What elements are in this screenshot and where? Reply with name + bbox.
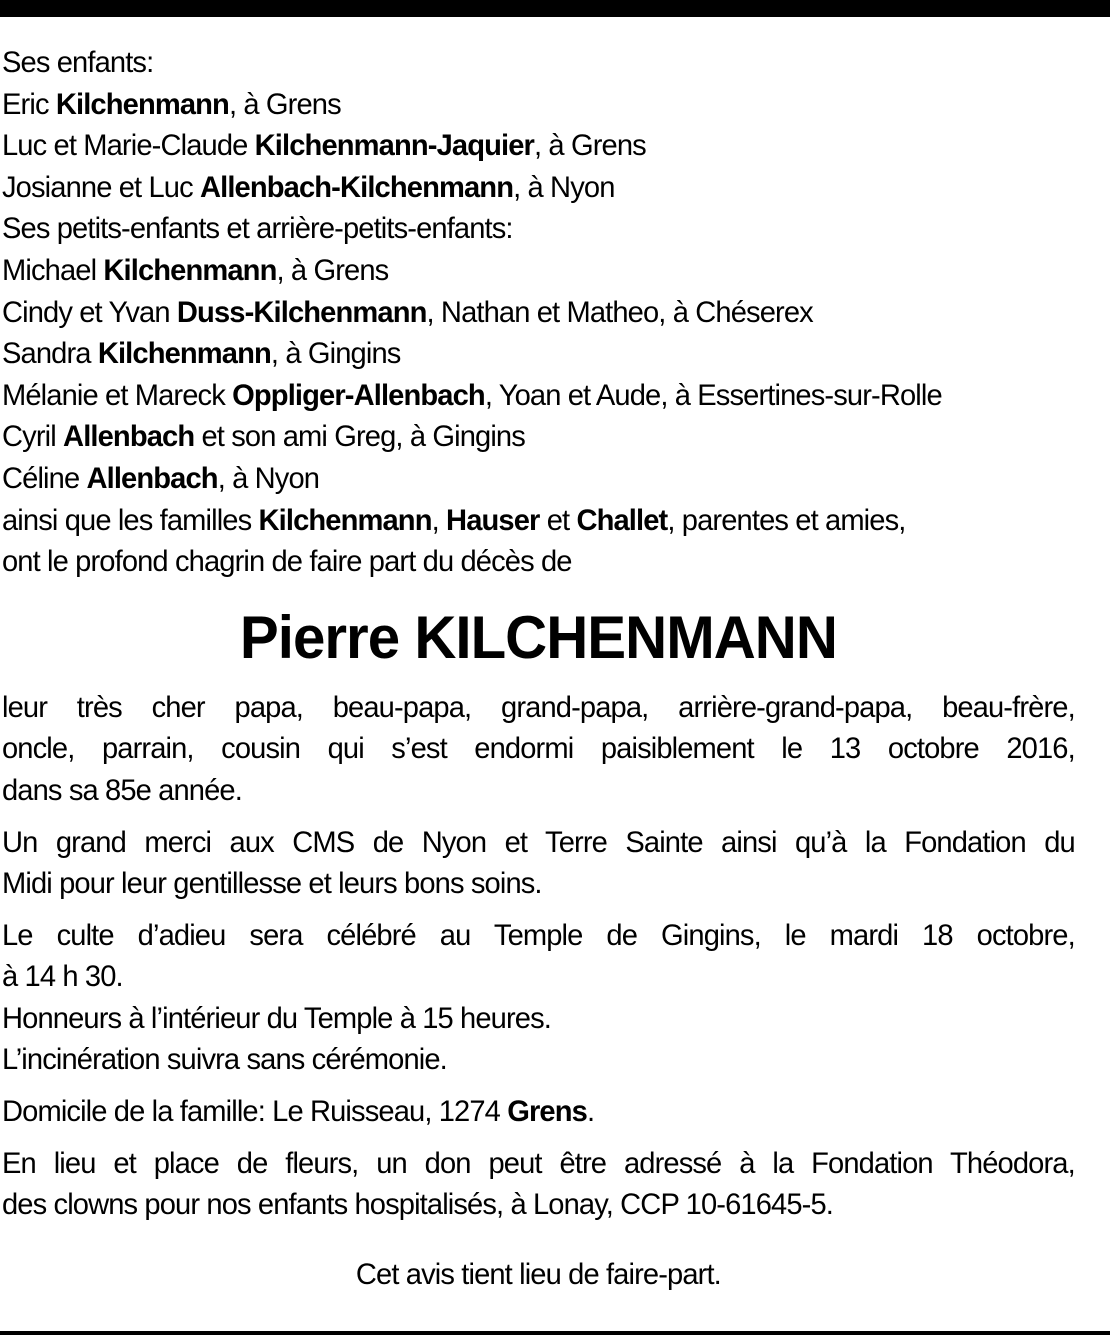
family-name: Oppliger-Allenbach [232, 378, 485, 412]
domicile-town: Grens [507, 1095, 587, 1129]
family-name: Kilchenmann-Jaquier [254, 129, 534, 163]
donation-line: des clowns pour nos enfants hospitalisés, à Lonay, CCP 10-61645-5. [2, 1188, 834, 1222]
family-name: Allenbach-Kilchenmann [199, 170, 514, 204]
family-name: Duss-Kilchenmann [176, 295, 427, 329]
thanks-paragraph [2, 822, 1075, 905]
families-prefix: ainsi que les familles [2, 503, 252, 537]
domicile-address: Domicile de la famille: Le Ruisseau, 1274 [2, 1095, 500, 1129]
family-member-line [2, 167, 1075, 209]
family-name: Kilchenmann [97, 337, 271, 371]
family-name: Kilchenmann [258, 503, 432, 537]
families-suffix: , parentes et amies, [667, 503, 906, 537]
donation-line: En lieu et place de fleurs, un don peut être adressé à la Fondation Théodora, [2, 1146, 1075, 1180]
member-details: , à Grens [228, 87, 341, 121]
member-details: , Yoan et Aude, à Essertines-sur-Rolle [484, 378, 942, 412]
separator: et [546, 503, 570, 537]
ceremony-line: L’incinération suivra sans cérémonie. [2, 1043, 447, 1077]
first-names: Céline [2, 461, 80, 495]
family-member-line [2, 125, 1075, 167]
family-member-line [2, 84, 1075, 126]
first-names: Sandra [2, 337, 91, 371]
domicile-paragraph [2, 1091, 1075, 1133]
member-details: , à Gingins [270, 337, 401, 371]
family-member-line [2, 292, 1075, 334]
member-details: , à Grens [276, 253, 389, 287]
family-member-line [2, 458, 1075, 500]
bottom-border-rule [0, 1331, 1110, 1335]
family-name: Allenbach [86, 461, 218, 495]
family-member-line [2, 250, 1075, 292]
thanks-line: Midi pour leur gentillesse et leurs bons soins. [2, 867, 542, 901]
children-heading: Ses enfants: [2, 46, 154, 79]
description-line: dans sa 85e année. [2, 773, 242, 807]
domicile-line [2, 1091, 1075, 1133]
obituary-notice [2, 42, 1075, 1295]
family-member-line [2, 416, 1075, 458]
announcement-line: ont le profond chagrin de faire part du décès de [2, 545, 572, 579]
description-paragraph [2, 687, 1075, 812]
ceremony-line: à 14 h 30. [2, 960, 123, 994]
top-border-rule [0, 0, 1110, 17]
ceremony-paragraph [2, 915, 1075, 1081]
family-name: Challet [576, 503, 668, 537]
separator: , [431, 503, 439, 537]
member-details: et son ami Greg, à Gingins [194, 420, 525, 454]
family-name: Hauser [446, 503, 540, 537]
closing-note: Cet avis tient lieu de faire-part. [355, 1257, 721, 1291]
family-member-line [2, 375, 1075, 417]
first-names: Michael [2, 253, 97, 287]
ceremony-line: Honneurs à l’intérieur du Temple à 15 heures. [2, 1001, 552, 1035]
thanks-line: Un grand merci aux CMS de Nyon et Terre Sainte ainsi qu’à la Fondation du [2, 825, 1075, 859]
family-name: Kilchenmann [55, 87, 229, 121]
first-names: Eric [2, 87, 49, 121]
ceremony-line: Le culte d’adieu sera célébré au Temple de Gingins, le mardi 18 octobre, [2, 918, 1075, 952]
first-names: Josianne et Luc [2, 170, 193, 204]
description-line: oncle, parrain, cousin qui s’est endormi paisiblement le 13 octobre 2016, [2, 732, 1075, 766]
family-member-line [2, 333, 1075, 375]
description-line: leur très cher papa, beau-papa, grand-papa, arrière-grand-papa, beau-frère, [2, 690, 1075, 724]
first-names: Cyril [2, 420, 56, 454]
member-details: , à Grens [533, 129, 646, 163]
first-names: Mélanie et Mareck [2, 378, 225, 412]
member-details: , à Nyon [513, 170, 615, 204]
member-details: , Nathan et Matheo, à Chéserex [426, 295, 813, 329]
grandchildren-heading: Ses petits-enfants et arrière-petits-enfants: [2, 212, 513, 246]
donation-paragraph [2, 1143, 1075, 1226]
first-names: Luc et Marie-Claude [2, 129, 248, 163]
family-name: Allenbach [63, 420, 195, 454]
family-name: Kilchenmann [103, 253, 277, 287]
first-names: Cindy et Yvan [2, 295, 170, 329]
domicile-suffix: . [586, 1095, 595, 1129]
deceased-name: Pierre KILCHENMANN [239, 603, 837, 671]
families-line [2, 500, 1075, 542]
member-details: , à Nyon [217, 461, 320, 495]
